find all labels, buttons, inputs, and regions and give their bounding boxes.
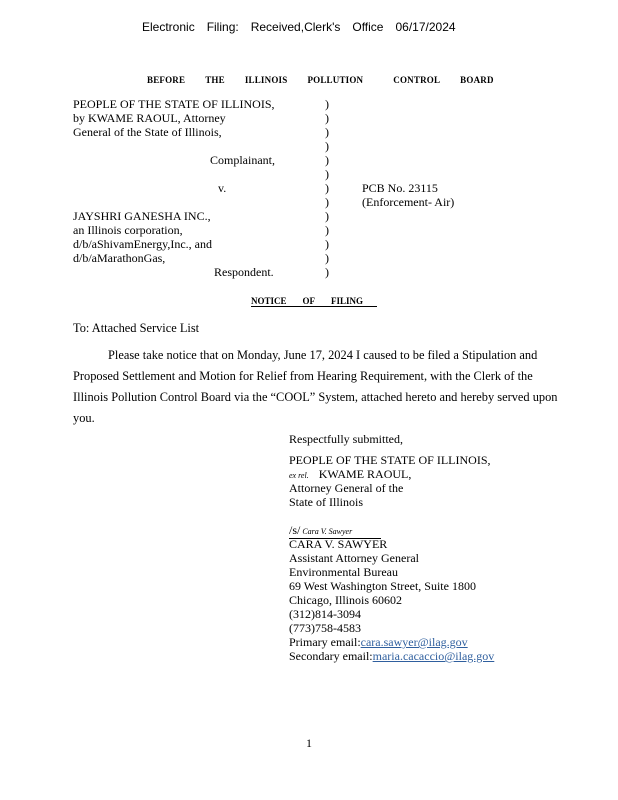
primary-email-line	[289, 635, 468, 649]
ag-line: State of Illinois	[289, 495, 363, 509]
case-number-block	[362, 181, 454, 209]
stamp-word: Electronic	[142, 20, 195, 34]
party-name: PEOPLE OF THE STATE OF ILLINOIS,	[289, 453, 491, 467]
filing-stamp	[142, 20, 468, 34]
stamp-date: 06/17/2024	[395, 20, 456, 34]
board-title-word: THE	[205, 75, 225, 85]
signer-detail: (312)814-3094	[289, 607, 361, 621]
signer-name: CARA V. SAWYER	[289, 537, 388, 551]
body-line: Proposed Settlement and Motion for Relief from Hearing Requirement, with the Clerk of the	[73, 369, 533, 383]
signer-detail: 69 West Washington Street, Suite 1800	[289, 579, 476, 593]
case-type: (Enforcement- Air)	[362, 195, 455, 209]
secondary-email-line	[289, 649, 494, 663]
primary-email-link[interactable]: cara.sawyer@ilag.gov	[360, 635, 468, 649]
paren: )	[325, 125, 329, 139]
signature-name: Cara V. Sawyer	[302, 527, 353, 536]
paren: )	[325, 195, 329, 209]
caption-line: d/b/aMarathonGas,	[73, 251, 166, 265]
primary-email-label: Primary email:	[289, 635, 361, 649]
paren: )	[325, 251, 329, 265]
signer-detail: Assistant Attorney General	[289, 551, 419, 565]
body-line: you.	[73, 411, 95, 425]
caption-line: General of the State of Illinois,	[73, 125, 222, 139]
paren: )	[325, 153, 329, 167]
ex-rel-name: KWAME RAOUL,	[318, 467, 412, 481]
notice-title-word: NOTICE	[251, 296, 287, 306]
secondary-email-label: Secondary email:	[289, 649, 373, 663]
caption-parens	[325, 97, 329, 279]
case-number: PCB No. 23115	[362, 181, 438, 195]
closing: Respectfully submitted,	[289, 432, 403, 446]
paren: )	[325, 181, 329, 195]
paren: )	[325, 209, 329, 223]
board-title-word: BOARD	[460, 75, 494, 85]
caption-line: d/b/aShivamEnergy,Inc., and	[73, 237, 212, 251]
signer-detail: (773)758-4583	[289, 621, 361, 635]
notice-title-word: OF	[302, 296, 316, 306]
ex-rel: ex rel.	[289, 471, 309, 480]
board-title-word: POLLUTION	[307, 75, 364, 85]
respondent-label: Respondent.	[214, 265, 274, 279]
paren: )	[325, 223, 329, 237]
paren: )	[325, 97, 329, 111]
versus-label: v.	[218, 181, 227, 195]
caption-line: by KWAME RAOUL, Attorney	[73, 111, 226, 125]
stamp-word: Filing:	[206, 20, 239, 34]
page-number: 1	[306, 736, 312, 750]
secondary-email-link[interactable]: maria.cacaccio@ilag.gov	[372, 649, 495, 663]
caption-line: an Illinois corporation,	[73, 223, 183, 237]
body-line: Please take notice that on Monday, June 17, 2024 I caused to be filed a Stipulation and	[108, 348, 538, 362]
signature-mark: /s/	[289, 523, 301, 537]
notice-title-word: FILING	[331, 296, 364, 306]
caption-line: JAYSHRI GANESHA INC.,	[73, 209, 211, 223]
plaintiff-block	[73, 97, 275, 139]
signer-detail: Chicago, Illinois 60602	[289, 593, 402, 607]
paren: )	[325, 167, 329, 181]
defendant-block	[73, 209, 212, 265]
ag-line: Attorney General of the	[289, 481, 404, 495]
complainant-label: Complainant,	[210, 153, 275, 167]
notice-title	[251, 296, 377, 307]
board-title-word: ILLINOIS	[244, 75, 288, 85]
signer-detail: Environmental Bureau	[289, 565, 398, 579]
board-title-word: CONTROL	[393, 75, 441, 85]
board-title	[147, 75, 514, 85]
paren: )	[325, 265, 329, 279]
stamp-word: Office	[352, 20, 384, 34]
stamp-word: Received,Clerk's	[250, 20, 341, 34]
paren: )	[325, 111, 329, 125]
body-line: Illinois Pollution Control Board via the “COOL” System, attached hereto and hereby served upon	[73, 390, 558, 404]
to-line: To: Attached Service List	[73, 321, 200, 335]
paren: )	[325, 237, 329, 251]
caption-line: PEOPLE OF THE STATE OF ILLINOIS,	[73, 97, 275, 111]
board-title-word: BEFORE	[147, 75, 186, 85]
paren: )	[325, 139, 329, 153]
